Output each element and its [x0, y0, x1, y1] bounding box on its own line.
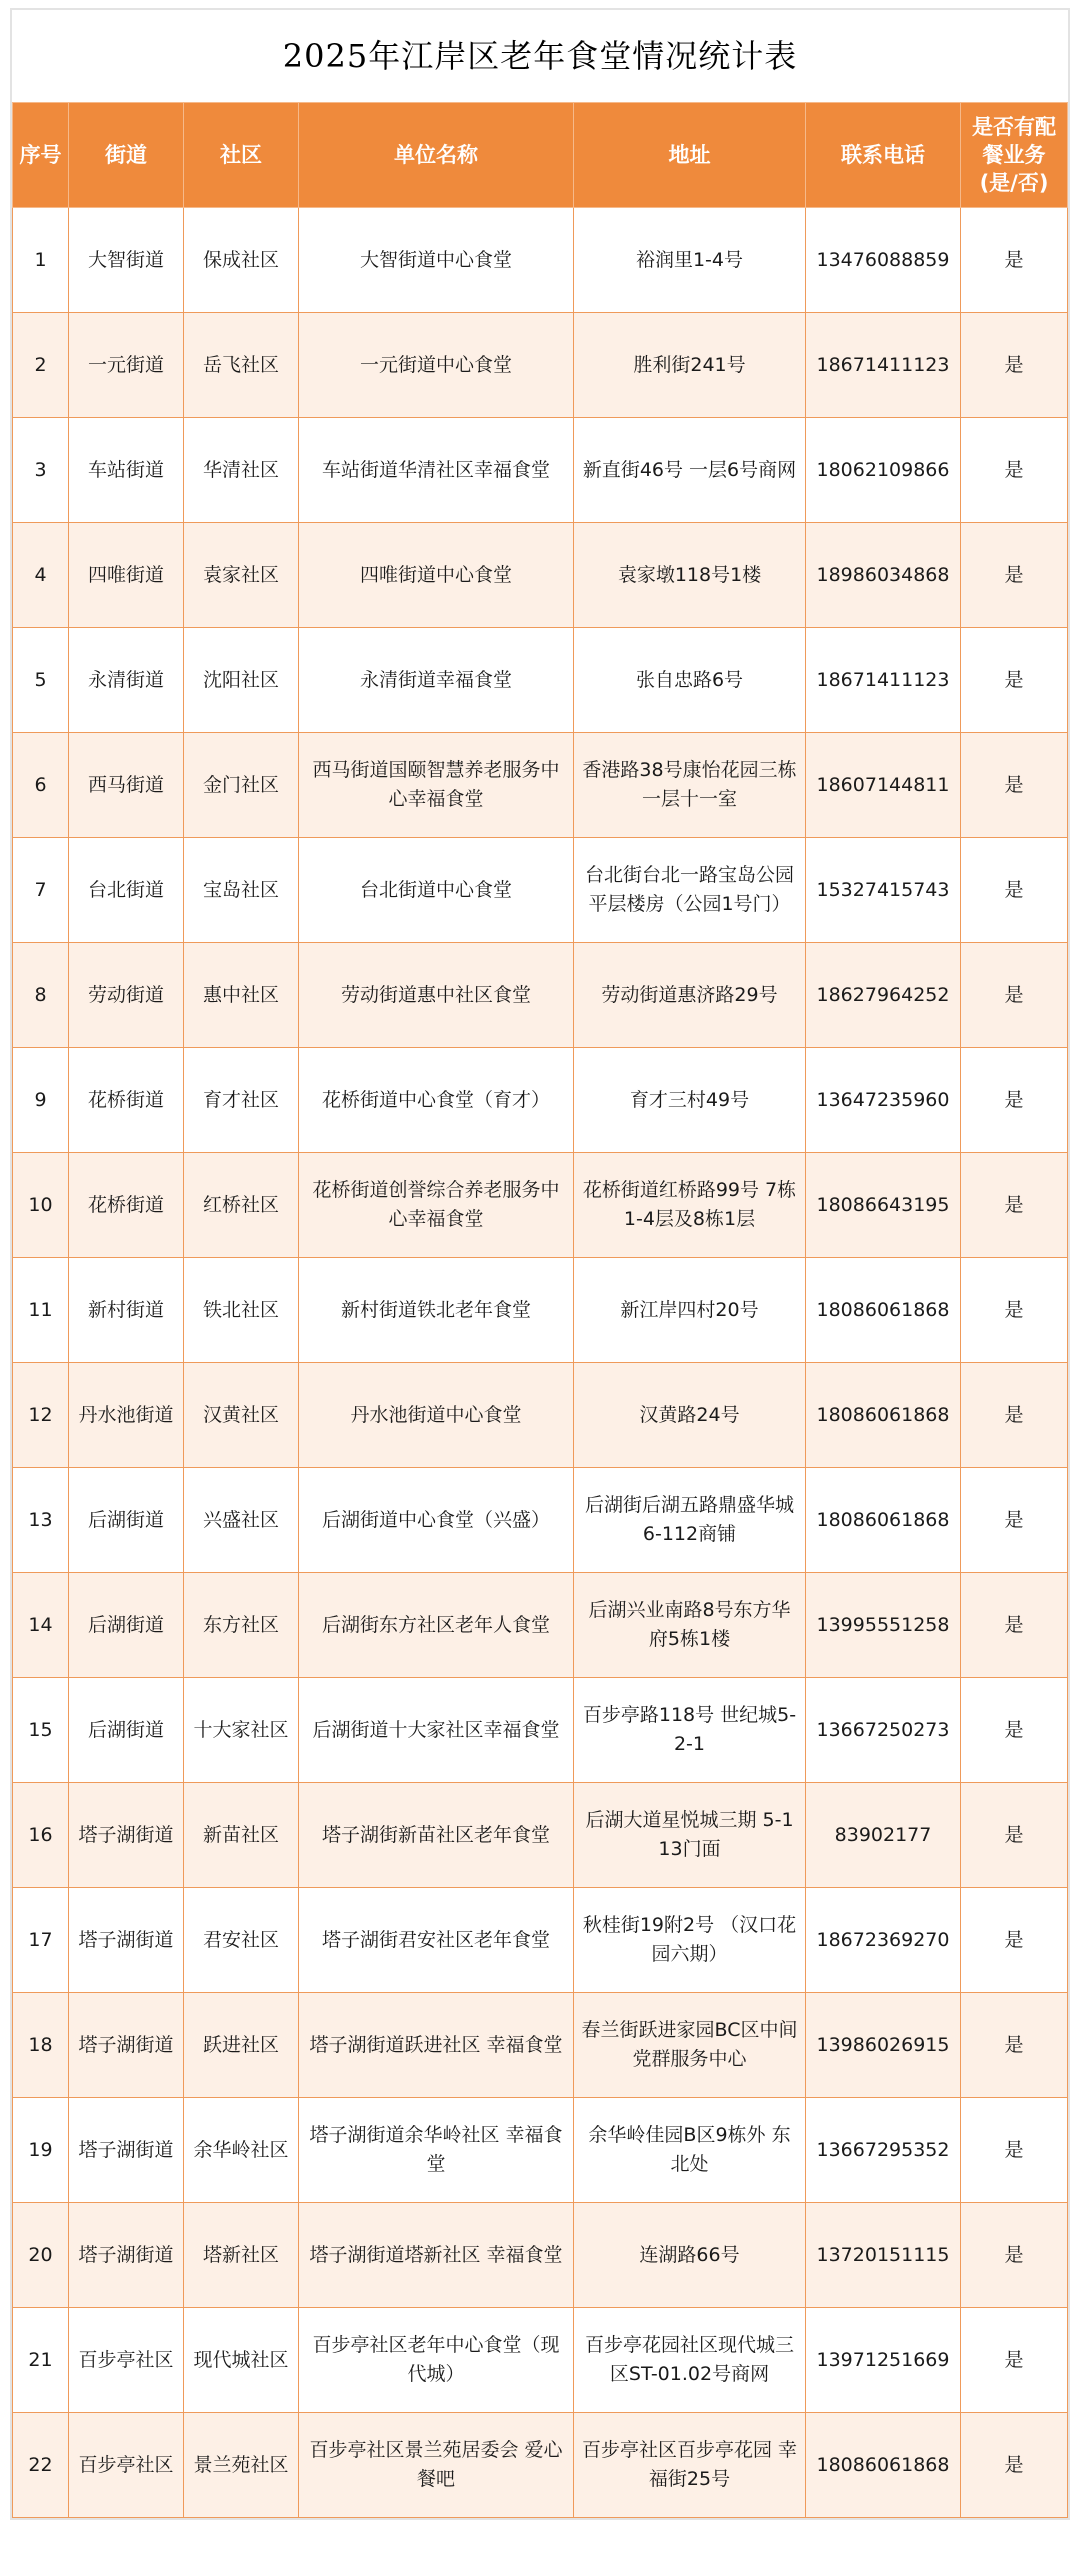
cell-unit-name: 一元街道中心食堂 [299, 313, 574, 418]
header-no: 序号 [13, 103, 69, 208]
cell-catering: 是 [961, 1678, 1068, 1783]
cell-phone: 18062109866 [806, 418, 961, 523]
cell-no: 18 [13, 1993, 69, 2098]
cell-unit-name: 塔子湖街道余华岭社区 幸福食堂 [299, 2098, 574, 2203]
cell-no: 5 [13, 628, 69, 733]
header-community: 社区 [184, 103, 299, 208]
table-row [13, 2203, 1068, 2308]
cell-street: 一元街道 [69, 313, 184, 418]
cell-catering: 是 [961, 2098, 1068, 2203]
cell-phone: 13667250273 [806, 1678, 961, 1783]
cell-phone: 13986026915 [806, 1993, 961, 2098]
cell-no: 19 [13, 2098, 69, 2203]
cell-community: 袁家社区 [184, 523, 299, 628]
cell-community: 余华岭社区 [184, 2098, 299, 2203]
cell-street: 百步亭社区 [69, 2413, 184, 2518]
cell-street: 塔子湖街道 [69, 1888, 184, 1993]
cell-community: 汉黄社区 [184, 1363, 299, 1468]
table-body [13, 208, 1068, 2518]
cell-street: 四唯街道 [69, 523, 184, 628]
cell-no: 14 [13, 1573, 69, 1678]
cell-address: 新江岸四村20号 [574, 1258, 806, 1363]
table-row [13, 1783, 1068, 1888]
cell-address: 劳动街道惠济路29号 [574, 943, 806, 1048]
cell-unit-name: 塔子湖街道跃进社区 幸福食堂 [299, 1993, 574, 2098]
cell-address: 百步亭花园社区现代城三区ST-01.02号商网 [574, 2308, 806, 2413]
cell-phone: 13995551258 [806, 1573, 961, 1678]
cell-catering: 是 [961, 1888, 1068, 1993]
cell-no: 13 [13, 1468, 69, 1573]
cell-community: 保成社区 [184, 208, 299, 313]
cell-catering: 是 [961, 1783, 1068, 1888]
cell-community: 新苗社区 [184, 1783, 299, 1888]
cell-catering: 是 [961, 2203, 1068, 2308]
cell-unit-name: 百步亭社区老年中心食堂（现代城） [299, 2308, 574, 2413]
cell-address: 张自忠路6号 [574, 628, 806, 733]
cell-address: 百步亭路118号 世纪城5-2-1 [574, 1678, 806, 1783]
cell-phone: 18086061868 [806, 1258, 961, 1363]
table-row [13, 313, 1068, 418]
cell-phone: 18086643195 [806, 1153, 961, 1258]
cell-address: 花桥街道红桥路99号 7栋1-4层及8栋1层 [574, 1153, 806, 1258]
cell-community: 现代城社区 [184, 2308, 299, 2413]
cell-no: 17 [13, 1888, 69, 1993]
cell-address: 后湖大道星悦城三期 5-113门面 [574, 1783, 806, 1888]
cell-catering: 是 [961, 628, 1068, 733]
cell-street: 塔子湖街道 [69, 2098, 184, 2203]
cell-community: 景兰苑社区 [184, 2413, 299, 2518]
cell-street: 塔子湖街道 [69, 2203, 184, 2308]
cell-no: 11 [13, 1258, 69, 1363]
cell-community: 兴盛社区 [184, 1468, 299, 1573]
cell-catering: 是 [961, 313, 1068, 418]
cell-community: 宝岛社区 [184, 838, 299, 943]
cell-catering: 是 [961, 943, 1068, 1048]
table-row [13, 2098, 1068, 2203]
table-row [13, 1573, 1068, 1678]
cell-no: 21 [13, 2308, 69, 2413]
cell-community: 育才社区 [184, 1048, 299, 1153]
cell-no: 7 [13, 838, 69, 943]
table-row [13, 943, 1068, 1048]
cell-community: 君安社区 [184, 1888, 299, 1993]
cell-community: 华清社区 [184, 418, 299, 523]
cell-address: 百步亭社区百步亭花园 幸福街25号 [574, 2413, 806, 2518]
cell-catering: 是 [961, 1048, 1068, 1153]
cell-unit-name: 花桥街道中心食堂（育才） [299, 1048, 574, 1153]
cell-catering: 是 [961, 208, 1068, 313]
cell-phone: 13647235960 [806, 1048, 961, 1153]
cell-community: 沈阳社区 [184, 628, 299, 733]
cell-unit-name: 劳动街道惠中社区食堂 [299, 943, 574, 1048]
cell-address: 秋桂街19附2号 （汉口花园六期） [574, 1888, 806, 1993]
cell-catering: 是 [961, 1993, 1068, 2098]
cell-no: 20 [13, 2203, 69, 2308]
table-row [13, 628, 1068, 733]
cell-unit-name: 丹水池街道中心食堂 [299, 1363, 574, 1468]
cell-street: 后湖街道 [69, 1678, 184, 1783]
spreadsheet-table [10, 8, 1070, 2520]
cell-catering: 是 [961, 1153, 1068, 1258]
cell-phone: 15327415743 [806, 838, 961, 943]
cell-unit-name: 新村街道铁北老年食堂 [299, 1258, 574, 1363]
cell-phone: 13476088859 [806, 208, 961, 313]
table-row [13, 1468, 1068, 1573]
cell-unit-name: 塔子湖街新苗社区老年食堂 [299, 1783, 574, 1888]
cell-catering: 是 [961, 838, 1068, 943]
cell-community: 塔新社区 [184, 2203, 299, 2308]
cell-catering: 是 [961, 1258, 1068, 1363]
cell-address: 台北街台北一路宝岛公园平层楼房（公园1号门） [574, 838, 806, 943]
cell-address: 袁家墩118号1楼 [574, 523, 806, 628]
cell-unit-name: 四唯街道中心食堂 [299, 523, 574, 628]
cell-unit-name: 台北街道中心食堂 [299, 838, 574, 943]
cell-no: 3 [13, 418, 69, 523]
cell-phone: 13971251669 [806, 2308, 961, 2413]
cell-unit-name: 大智街道中心食堂 [299, 208, 574, 313]
cell-unit-name: 后湖街道十大家社区幸福食堂 [299, 1678, 574, 1783]
cell-phone: 13720151115 [806, 2203, 961, 2308]
cell-street: 塔子湖街道 [69, 1783, 184, 1888]
table-row [13, 418, 1068, 523]
cell-phone: 18672369270 [806, 1888, 961, 1993]
cell-phone: 18086061868 [806, 2413, 961, 2518]
cell-unit-name: 后湖街东方社区老年人食堂 [299, 1573, 574, 1678]
cell-community: 红桥社区 [184, 1153, 299, 1258]
cell-address: 连湖路66号 [574, 2203, 806, 2308]
table-row [13, 1888, 1068, 1993]
table-header-row [13, 103, 1068, 208]
cell-street: 新村街道 [69, 1258, 184, 1363]
cell-address: 育才三村49号 [574, 1048, 806, 1153]
cell-catering: 是 [961, 418, 1068, 523]
cell-catering: 是 [961, 733, 1068, 838]
header-unit-name: 单位名称 [299, 103, 574, 208]
cell-street: 花桥街道 [69, 1153, 184, 1258]
cell-phone: 13667295352 [806, 2098, 961, 2203]
cell-address: 后湖兴业南路8号东方华府5栋1楼 [574, 1573, 806, 1678]
cell-phone: 18671411123 [806, 628, 961, 733]
table-row [13, 2413, 1068, 2518]
header-catering: 是否有配餐业务(是/否) [961, 103, 1068, 208]
cell-street: 丹水池街道 [69, 1363, 184, 1468]
cell-phone: 18671411123 [806, 313, 961, 418]
cell-unit-name: 塔子湖街道塔新社区 幸福食堂 [299, 2203, 574, 2308]
table-row [13, 1153, 1068, 1258]
table-row [13, 1258, 1068, 1363]
cell-community: 跃进社区 [184, 1993, 299, 2098]
cell-no: 22 [13, 2413, 69, 2518]
cell-community: 金门社区 [184, 733, 299, 838]
cell-no: 6 [13, 733, 69, 838]
cell-community: 岳飞社区 [184, 313, 299, 418]
cell-address: 香港路38号康怡花园三栋一层十一室 [574, 733, 806, 838]
page-title: 2025年江岸区老年食堂情况统计表 [282, 37, 798, 75]
cell-address: 新直街46号 一层6号商网 [574, 418, 806, 523]
table-row [13, 523, 1068, 628]
cell-unit-name: 塔子湖街君安社区老年食堂 [299, 1888, 574, 1993]
cell-street: 百步亭社区 [69, 2308, 184, 2413]
cell-address: 胜利街241号 [574, 313, 806, 418]
cell-phone: 18627964252 [806, 943, 961, 1048]
cell-no: 1 [13, 208, 69, 313]
cell-unit-name: 西马街道国颐智慧养老服务中心幸福食堂 [299, 733, 574, 838]
cell-street: 台北街道 [69, 838, 184, 943]
cell-address: 裕润里1-4号 [574, 208, 806, 313]
cell-no: 2 [13, 313, 69, 418]
cell-street: 车站街道 [69, 418, 184, 523]
table-row [13, 733, 1068, 838]
cell-street: 劳动街道 [69, 943, 184, 1048]
cell-no: 9 [13, 1048, 69, 1153]
cell-street: 后湖街道 [69, 1573, 184, 1678]
cell-street: 塔子湖街道 [69, 1993, 184, 2098]
cell-address: 汉黄路24号 [574, 1363, 806, 1468]
cell-unit-name: 永清街道幸福食堂 [299, 628, 574, 733]
cell-community: 东方社区 [184, 1573, 299, 1678]
cell-catering: 是 [961, 2308, 1068, 2413]
cell-address: 余华岭佳园B区9栋外 东北处 [574, 2098, 806, 2203]
cell-community: 十大家社区 [184, 1678, 299, 1783]
cell-phone: 83902177 [806, 1783, 961, 1888]
cell-no: 16 [13, 1783, 69, 1888]
table-row [13, 1993, 1068, 2098]
cell-no: 10 [13, 1153, 69, 1258]
cell-street: 后湖街道 [69, 1468, 184, 1573]
cell-community: 铁北社区 [184, 1258, 299, 1363]
cell-no: 15 [13, 1678, 69, 1783]
table-row [13, 1678, 1068, 1783]
cell-street: 永清街道 [69, 628, 184, 733]
cell-community: 惠中社区 [184, 943, 299, 1048]
table-row [13, 208, 1068, 313]
table-row [13, 1363, 1068, 1468]
cell-phone: 18607144811 [806, 733, 961, 838]
cell-unit-name: 车站街道华清社区幸福食堂 [299, 418, 574, 523]
cell-catering: 是 [961, 1363, 1068, 1468]
header-address: 地址 [574, 103, 806, 208]
cell-street: 大智街道 [69, 208, 184, 313]
cell-unit-name: 花桥街道创誉综合养老服务中心幸福食堂 [299, 1153, 574, 1258]
cell-catering: 是 [961, 523, 1068, 628]
cell-catering: 是 [961, 1468, 1068, 1573]
table-row [13, 838, 1068, 943]
header-phone: 联系电话 [806, 103, 961, 208]
cell-no: 8 [13, 943, 69, 1048]
cell-unit-name: 百步亭社区景兰苑居委会 爱心餐吧 [299, 2413, 574, 2518]
cell-no: 4 [13, 523, 69, 628]
cell-address: 后湖街后湖五路鼎盛华城6-112商铺 [574, 1468, 806, 1573]
cell-street: 花桥街道 [69, 1048, 184, 1153]
cell-phone: 18086061868 [806, 1468, 961, 1573]
header-street: 街道 [69, 103, 184, 208]
cell-unit-name: 后湖街道中心食堂（兴盛） [299, 1468, 574, 1573]
table-row [13, 2308, 1068, 2413]
cell-catering: 是 [961, 1573, 1068, 1678]
cell-catering: 是 [961, 2413, 1068, 2518]
cell-phone: 18986034868 [806, 523, 961, 628]
cell-street: 西马街道 [69, 733, 184, 838]
cell-no: 12 [13, 1363, 69, 1468]
canteen-table [12, 102, 1068, 2518]
cell-address: 春兰街跃进家园BC区中间党群服务中心 [574, 1993, 806, 2098]
table-row [13, 1048, 1068, 1153]
cell-phone: 18086061868 [806, 1363, 961, 1468]
